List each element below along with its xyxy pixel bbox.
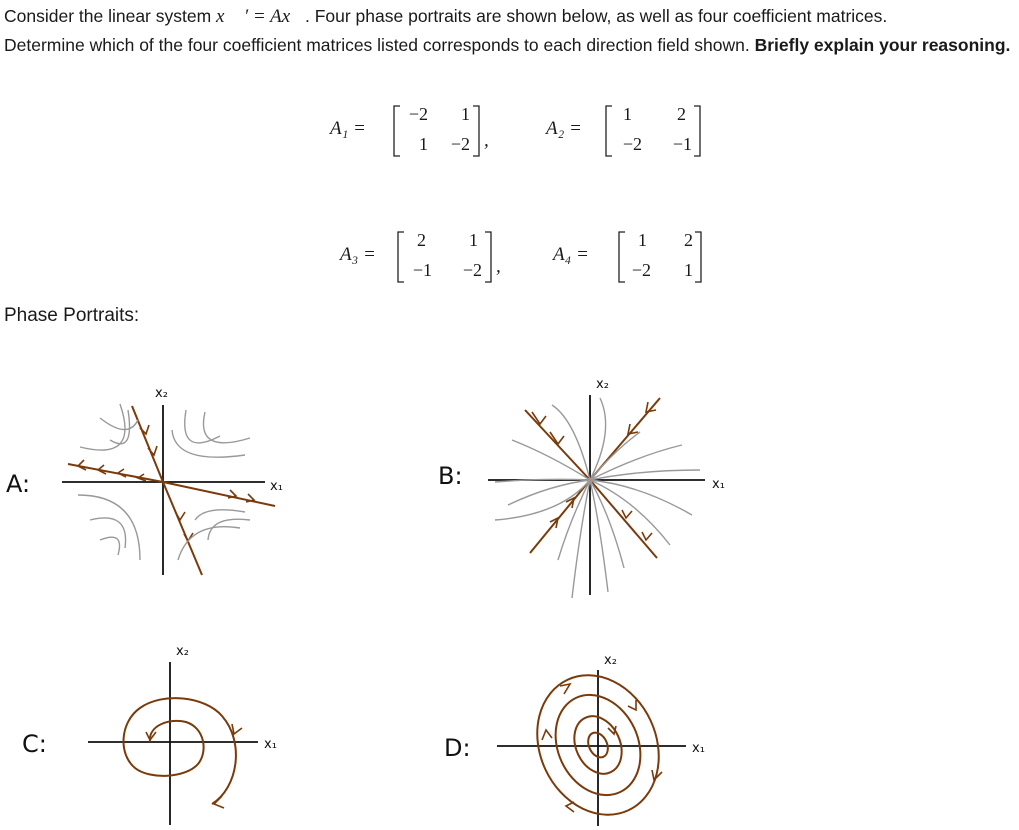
portrait-a xyxy=(6,386,283,575)
matrix-a2-name: A₂ = xyxy=(546,118,582,139)
matrix-a1-cell: −2 xyxy=(450,134,470,154)
problem-line1-prefix: Consider the linear system xyxy=(4,6,217,26)
portrait-b-y-label: x₂ xyxy=(596,377,609,392)
matrix-a2-cell: −2 xyxy=(622,134,642,154)
portrait-d-label: D: xyxy=(444,734,471,762)
matrix-a3-cell: −1 xyxy=(412,260,432,280)
matrix-a3-name: A₃ = xyxy=(340,244,376,265)
portrait-b-x-label: x₁ xyxy=(712,477,725,492)
problem-bold-instruction: Briefly explain your reasoning. xyxy=(754,35,1011,55)
matrix-a4-cell: 1 xyxy=(684,260,693,280)
portrait-b-label: B: xyxy=(438,462,463,490)
portrait-a-y-label: x₂ xyxy=(155,386,168,401)
matrix-a2-cell: −1 xyxy=(672,134,692,154)
matrix-a1-cell: −2 xyxy=(408,104,428,124)
portrait-d-x-label: x₁ xyxy=(692,741,705,756)
portrait-b xyxy=(438,377,725,598)
matrix-a2-cell: 1 xyxy=(623,104,632,124)
matrix-a4-cell: −2 xyxy=(631,260,651,280)
problem-line1-suffix: . Four phase portraits are shown below, as well as four coefficient matrices. xyxy=(304,6,888,26)
portrait-c-x-label: x₁ xyxy=(264,737,277,752)
portrait-a-label: A: xyxy=(6,470,31,498)
portrait-c xyxy=(22,644,277,825)
matrix-a4-name: A₄ = xyxy=(553,244,589,265)
matrix-a1-sep: , xyxy=(484,130,489,151)
portrait-c-label: C: xyxy=(22,730,47,758)
problem-line2: Determine which of the four coefficient matrices listed corresponds to each direction field shown. xyxy=(4,35,755,55)
matrix-a4-cell: 1 xyxy=(638,230,647,250)
matrix-a2-cell: 2 xyxy=(677,104,686,124)
equation: x⃗ ′ = Ax⃗ xyxy=(216,6,305,27)
matrix-a3-cell: 2 xyxy=(417,230,426,250)
portrait-c-y-label: x₂ xyxy=(176,644,189,659)
portrait-b-eigenline-2 xyxy=(530,398,660,553)
matrix-a3-cell: 1 xyxy=(469,230,478,250)
phase-portraits-heading: Phase Portraits: xyxy=(4,305,140,326)
portrait-d xyxy=(444,653,705,830)
matrix-a1-cell: 1 xyxy=(461,104,470,124)
matrix-a4-cell: 2 xyxy=(684,230,693,250)
matrix-a1-cell: 1 xyxy=(419,134,428,154)
portrait-a-x-label: x₁ xyxy=(270,479,283,494)
portrait-d-y-label: x₂ xyxy=(604,653,617,668)
matrix-a3-sep: , xyxy=(496,256,501,277)
portrait-c-spiral xyxy=(124,698,236,804)
matrix-a1-name: A₁ = xyxy=(330,118,366,139)
matrix-a3-cell: −2 xyxy=(462,260,482,280)
